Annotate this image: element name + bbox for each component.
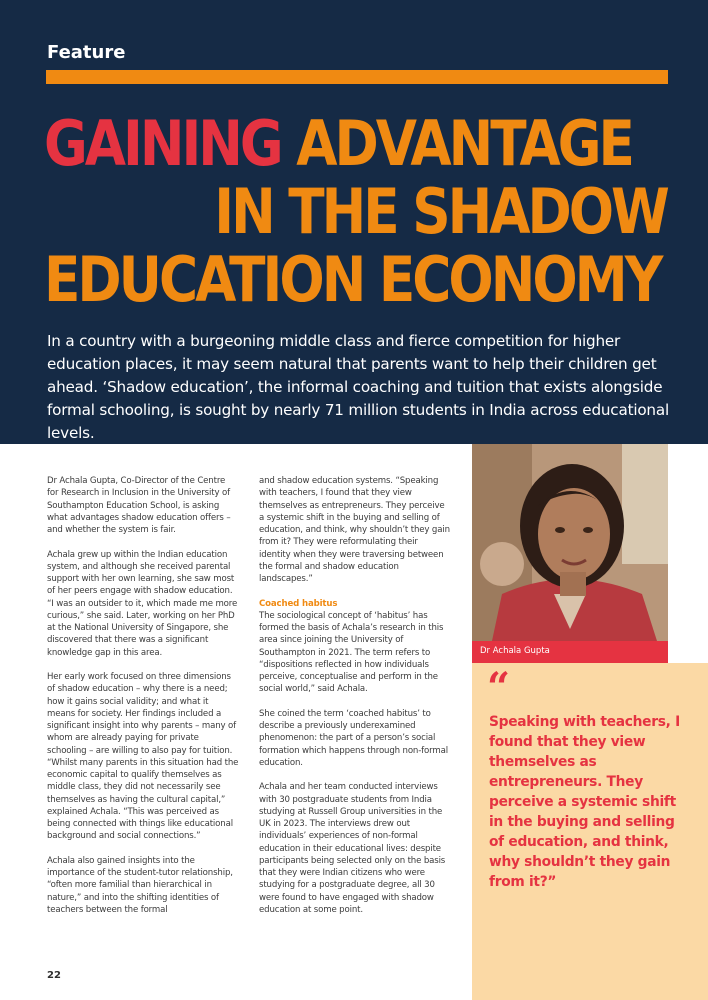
intro-paragraph: In a country with a burgeoning middle class and fierce competition for higher education places, it may seem natural that parents want to help their children get ahead. ‘Shadow education’, the informal coaching and tuition that exists alongside formal schooling, is sought by nearly 71 million students in India across educational levels. [47, 332, 669, 442]
portrait-illustration [472, 444, 668, 641]
photo-caption: Dr Achala Gupta [480, 646, 550, 656]
body-paragraph: and shadow education systems. “Speaking with teachers, I found that they view themselves as entrepreneurs. They perceive a systemic shift in the buying and selling of education, and think, why shouldn’t they gain from it? They were reformulating their identity when they were traversing between the formal and shadow education landscapes.” [259, 476, 450, 584]
headline-line-1-rest: ADVANTAGE [280, 107, 632, 180]
pull-quote-text: Speaking with teachers, I found that they view themselves as entrepreneurs. They perceive a systemic shift in the buying and selling of education, and think, why shouldn’t they gain from it?” [489, 714, 680, 890]
body-column-1 [47, 475, 239, 928]
orange-rule [46, 70, 668, 84]
body-paragraph: Her early work focused on three dimensions of shadow education – why there is a need; how it gains social validity; and what it means for society. Her findings included a significant insight into why parents – many of whom are already paying for private schooling – are willing to also pay for tuition. “Whilst many parents in this situation had the economic capital to qualify themselves as middle class, they did not necessarily see themselves as having the cultural capital,” explained Achala. “This was perceived as being connected with things like educational background and social connections.” [47, 672, 239, 842]
body-paragraph: She coined the term ‘coached habitus’ to describe a previously underexamined phenomenon: the part of a person’s social formation which happens through non-formal education. [259, 708, 448, 768]
headline [44, 107, 667, 316]
body-paragraph: Achala also gained insights into the importance of the student-tutor relationship, “often more familial than hierarchical in nature,” and into the shifting identities of teachers between the formal [47, 855, 233, 915]
body-paragraph: Achala grew up within the Indian education system, and although she received parental support with her own learning, she saw most of her peers engage with shadow education. “I was an outsider to it, which made me more curious,” she said. Later, working on her PhD at the National University of Singapore, she discovered that there was a significant knowledge gap in this area. [47, 549, 238, 658]
body-paragraph: The sociological concept of ‘habitus’ has formed the basis of Achala’s research in this area since joining the University of Southampton in 2021. The term refers to “dispositions reflected in how individuals perceive, conceptualise and perform in the social world,” said Achala. [259, 610, 444, 695]
body-paragraph: Dr Achala Gupta, Co-Director of the Centre for Research in Inclusion in the University of Southampton Education School, is asking what advantages shadow education offers – and whether the system is fair. [47, 476, 231, 535]
body-paragraph: Achala and her team conducted interviews with 30 postgraduate students from India studying at Russell Group universities in the UK in 2023. The interviews drew out individuals’ experiences of non-formal education in their educational lives: despite participants being selected only on the basis that they were Indian citizens who were studying for a postgraduate degree, all 30 were found to have engaged with shadow education at some point. [259, 782, 446, 915]
headline-line-1 [44, 107, 632, 180]
headline-line-3: EDUCATION ECONOMY [44, 243, 661, 316]
header-banner [0, 0, 708, 444]
portrait-photo [472, 444, 668, 641]
subheading-coached-habitus: Coached habitus [259, 598, 338, 609]
section-label: Feature [47, 42, 126, 63]
headline-line-2: IN THE SHADOW [214, 175, 667, 248]
page-number: 22 [47, 970, 61, 981]
headline-highlight-word: GAINING [44, 107, 281, 180]
body-column-2 [259, 475, 451, 928]
quote-mark-icon: “ [487, 664, 511, 711]
